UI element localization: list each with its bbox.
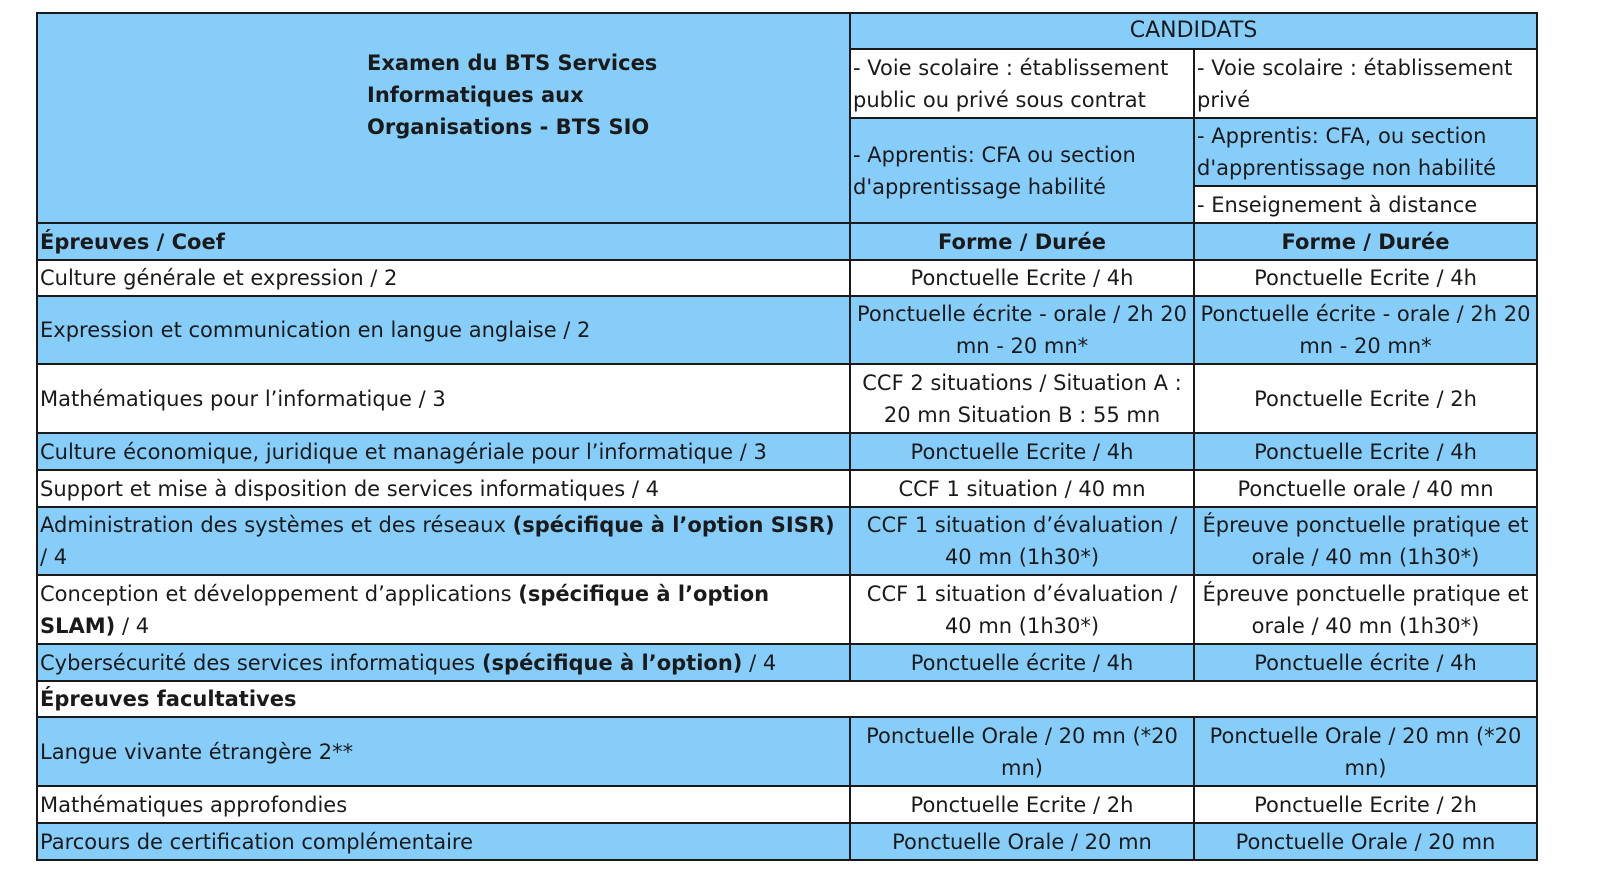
epreuves-header: Épreuves / Coef <box>37 223 850 260</box>
epreuve-name-text: Conception et développement d’applications <box>40 581 512 606</box>
epreuve-forme-1: CCF 1 situation d’évaluation / 40 mn (1h30*) <box>850 575 1194 644</box>
epreuve-name <box>37 507 850 575</box>
table-row <box>37 644 1537 681</box>
col2-apprentis: - Apprentis: CFA, ou section d'apprentissage non habilité <box>1194 118 1537 186</box>
epreuve-forme-2: Ponctuelle Ecrite / 2h <box>1194 364 1537 433</box>
facultative-forme-1: Ponctuelle Orale / 20 mn <box>850 823 1194 860</box>
epreuve-coef: / 4 <box>115 613 150 638</box>
table-row <box>37 296 1537 364</box>
facultatives-heading: Épreuves facultatives <box>37 681 1537 717</box>
table-row <box>37 717 1537 786</box>
table-row <box>37 786 1537 823</box>
epreuve-name: Culture générale et expression / 2 <box>37 260 850 296</box>
exam-title-cell <box>37 13 850 223</box>
epreuve-option: (spécifique à l’option SISR) <box>512 513 835 537</box>
epreuve-forme-1: CCF 2 situations / Situation A : 20 mn Situation B : 55 mn <box>850 364 1194 433</box>
epreuve-forme-1: Ponctuelle Ecrite / 4h <box>850 260 1194 296</box>
epreuve-forme-2: Ponctuelle orale / 40 mn <box>1194 470 1537 507</box>
epreuve-forme-2: Ponctuelle écrite / 4h <box>1194 644 1537 681</box>
epreuve-name <box>37 644 850 681</box>
epreuve-option: (spécifique à l’option) <box>481 650 743 675</box>
table-row <box>37 823 1537 860</box>
exam-table <box>36 12 1538 861</box>
epreuve-coef: / 4 <box>742 650 777 675</box>
facultative-forme-2: Ponctuelle Ecrite / 2h <box>1194 786 1537 823</box>
epreuve-coef: / 4 <box>40 545 68 569</box>
epreuve-forme-2: Ponctuelle écrite - orale / 2h 20 mn - 20 mn* <box>1194 296 1537 364</box>
exam-title: Examen du BTS Services Informatiques aux Organisations - BTS SIO <box>367 51 658 139</box>
facultative-forme-1: Ponctuelle Ecrite / 2h <box>850 786 1194 823</box>
epreuve-option: (spécifique à l’option SLAM) <box>40 581 770 638</box>
facultative-forme-2: Ponctuelle Orale / 20 mn <box>1194 823 1537 860</box>
epreuve-forme-2: Ponctuelle Ecrite / 4h <box>1194 260 1537 296</box>
table-row <box>37 433 1537 470</box>
col1-apprentis: - Apprentis: CFA ou section d'apprentissage habilité <box>850 118 1194 223</box>
facultative-forme-2: Ponctuelle Orale / 20 mn (*20 mn) <box>1194 717 1537 786</box>
epreuve-forme-1: Ponctuelle Ecrite / 4h <box>850 433 1194 470</box>
facultative-forme-1: Ponctuelle Orale / 20 mn (*20 mn) <box>850 717 1194 786</box>
epreuve-forme-2: Ponctuelle Ecrite / 4h <box>1194 433 1537 470</box>
table-row <box>37 575 1537 644</box>
table-row <box>37 470 1537 507</box>
epreuve-forme-2: Épreuve ponctuelle pratique et orale / 40 mn (1h30*) <box>1194 575 1537 644</box>
forme-duree-header-1: Forme / Durée <box>850 223 1194 260</box>
table-row <box>37 507 1537 575</box>
epreuve-name <box>37 575 850 644</box>
epreuve-name-text: Cybersécurité des services informatiques <box>40 650 476 675</box>
epreuve-forme-1: CCF 1 situation d’évaluation / 40 mn (1h30*) <box>850 507 1194 575</box>
epreuve-name: Mathématiques pour l’informatique / 3 <box>37 364 850 433</box>
col2-voie-scolaire: - Voie scolaire : établissement privé <box>1194 49 1537 118</box>
col1-voie-scolaire: - Voie scolaire : établissement public ou privé sous contrat <box>850 49 1194 118</box>
epreuve-name: Support et mise à disposition de services informatiques / 4 <box>37 470 850 507</box>
candidats-header: CANDIDATS <box>850 13 1537 49</box>
epreuve-name: Culture économique, juridique et managériale pour l’informatique / 3 <box>37 433 850 470</box>
col2-distance: - Enseignement à distance <box>1194 186 1537 223</box>
forme-duree-header-2: Forme / Durée <box>1194 223 1537 260</box>
epreuve-name-text: Administration des systèmes et des réseaux <box>40 513 506 537</box>
epreuve-forme-1: CCF 1 situation / 40 mn <box>850 470 1194 507</box>
table-row <box>37 364 1537 433</box>
facultative-name: Mathématiques approfondies <box>37 786 850 823</box>
epreuve-forme-1: Ponctuelle écrite - orale / 2h 20 mn - 20 mn* <box>850 296 1194 364</box>
epreuve-forme-1: Ponctuelle écrite / 4h <box>850 644 1194 681</box>
table-row <box>37 260 1537 296</box>
facultative-name: Parcours de certification complémentaire <box>37 823 850 860</box>
epreuve-name: Expression et communication en langue anglaise / 2 <box>37 296 850 364</box>
facultative-name: Langue vivante étrangère 2** <box>37 717 850 786</box>
epreuve-forme-2: Épreuve ponctuelle pratique et orale / 40 mn (1h30*) <box>1194 507 1537 575</box>
